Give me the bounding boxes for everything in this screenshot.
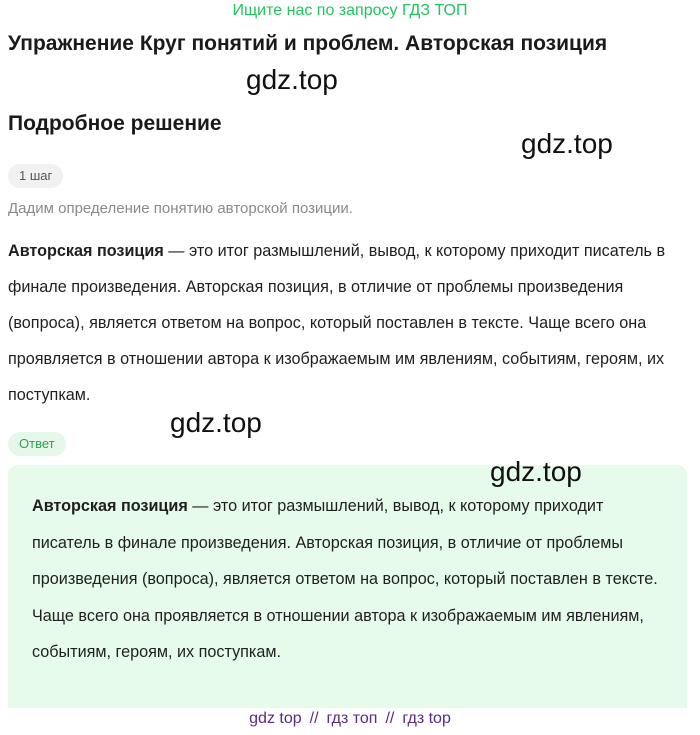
footer-link[interactable]: gdz top xyxy=(249,710,302,727)
footer-separator: // xyxy=(309,710,319,727)
answer-term: Авторская позиция xyxy=(32,497,188,515)
page-title: Упражнение Круг понятий и проблем. Авторская позиция xyxy=(8,32,608,55)
watermark: gdz.top xyxy=(490,456,582,487)
watermark: gdz.top xyxy=(170,407,262,438)
footer-links xyxy=(0,710,700,728)
footer-link[interactable]: гдз top xyxy=(402,710,451,727)
footer-separator: // xyxy=(385,710,395,727)
solution-paragraph xyxy=(8,233,688,413)
watermark: gdz.top xyxy=(521,128,613,159)
answer-body: — это итог размышлений, вывод, к которому приходит писатель в финале произведения. Авторская позиция, в отличие от проблемы произведения (вопроса), является ответом на вопрос, который поставлен в тексте. Чаще всего она проявляется в отношении автора к изображаемым им явлениям, событиям, героям, их поступкам. xyxy=(32,497,658,661)
solution-term: Авторская позиция xyxy=(8,242,164,260)
step-badge: 1 шаг xyxy=(8,164,63,188)
search-hint-banner: Ищите нас по запросу ГДЗ ТОП xyxy=(232,2,468,19)
footer-link[interactable]: гдз топ xyxy=(326,710,378,727)
step-intro-text: Дадим определение понятию авторской позиции. xyxy=(8,200,353,217)
solution-heading: Подробное решение xyxy=(8,112,222,135)
solution-body: — это итог размышлений, вывод, к которому приходит писатель в финале произведения. Авторская позиция, в отличие от проблемы произведения (вопроса), является ответом на вопрос, который поставлен в тексте. Чаще всего она проявляется в отношении автора к изображаемым им явлениям, событиям, героям, их поступкам. xyxy=(8,242,666,404)
answer-badge: Ответ xyxy=(8,432,66,456)
answer-paragraph xyxy=(32,488,672,671)
watermark: gdz.top xyxy=(246,64,338,95)
